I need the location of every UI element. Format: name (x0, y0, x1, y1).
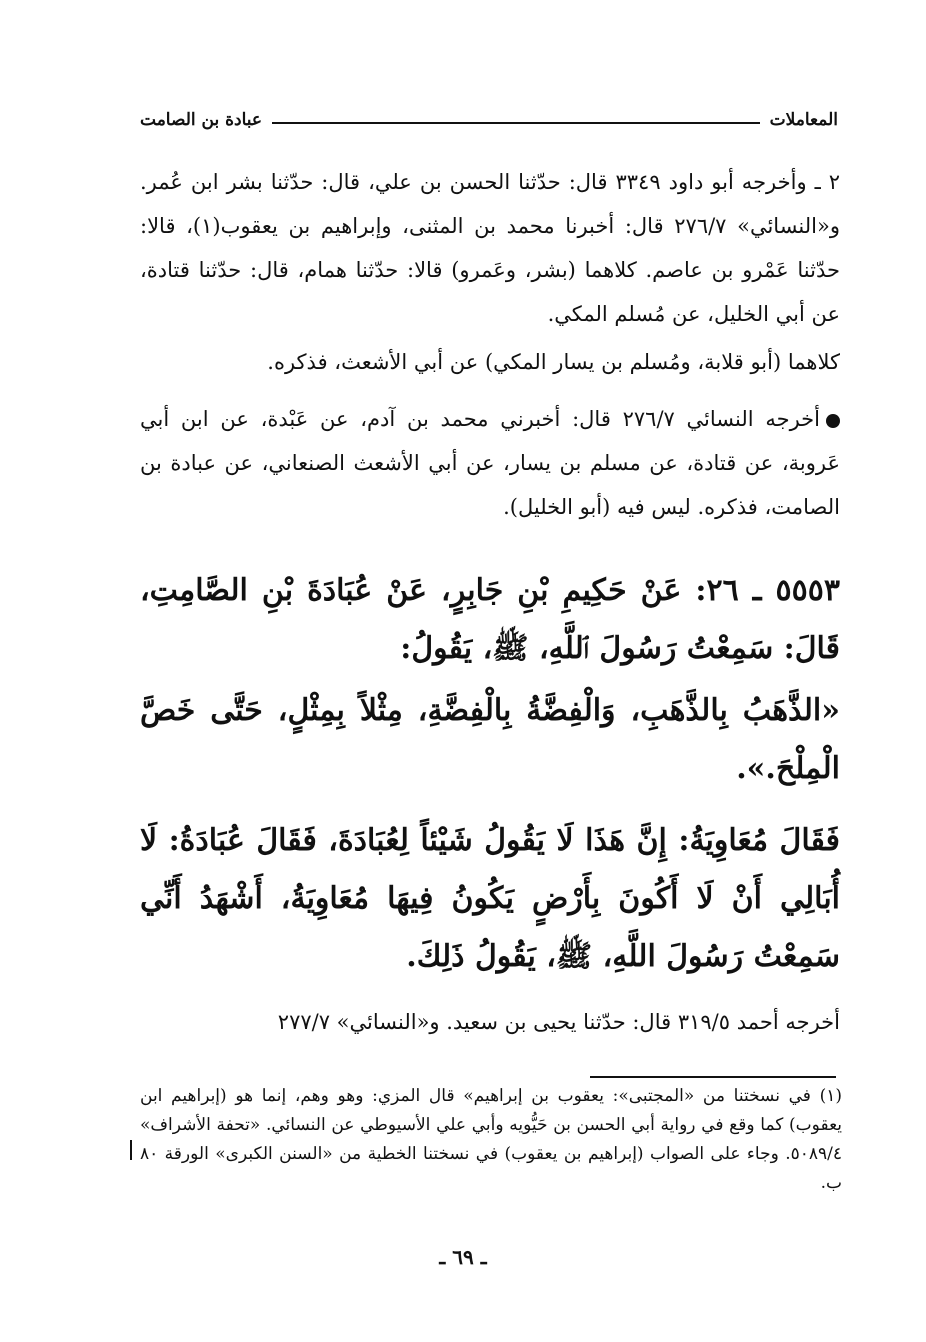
header-chapter: عبادة بن الصامت (140, 110, 263, 130)
nasai-paragraph (140, 397, 840, 529)
nasai-text: أخرجه النسائي ٢٧٦/٧ قال: أخبرني محمد بن آدم، عن عَبْدة، عن ابن أبي عَروبة، عن قتادة، عن مسلم بن يسار، عن أبي الأشعث الصنعاني، عن عبادة بن الصامت، فذكره. ليس فيه (أبو الخليل). (140, 407, 840, 519)
hadith-story: فَقَالَ مُعَاوِيَةُ: إِنَّ هَذَا لَا يَقُولُ شَيْئاً لِعُبَادَةَ، فَقَالَ عُبَادَةُ: لَا أُبَالِي أَنْ لَا أَكُونَ بِأَرْضٍ يَكُونُ فِيهَا مُعَاوِيَةُ، أَشْهَدُ أَنِّي سَمِعْتُ رَسُولَ اللَّهِ، ﷺ، يَقُولُ ذَلِكَ. (140, 823, 840, 974)
page-number: ـ ٦٩ ـ (439, 1245, 487, 1269)
bullet-icon (826, 414, 840, 428)
hadith-text: «الذَّهَبُ بِالذَّهَبِ، وَالْفِضَّةُ بِالْفِضَّةِ، مِثْلاً بِمِثْلٍ، حَتَّى خَصَّ الْمِلْحَ.». (140, 693, 840, 786)
hadith-heading: ٥٥٥٣ ـ ٢٦: عَنْ حَكِيمِ بْنِ جَابِرٍ، عَنْ عُبَادَةَ بْنِ الصَّامِتِ، قَالَ: سَمِعْتُ رَسُولَ ٱللَّهِ، ﷺ، يَقُولُ: (140, 573, 840, 666)
both-paragraph: كلاهما (أبو قلابة، ومُسلم بن يسار المكي) عن أبي الأشعث، فذكره. (267, 350, 840, 374)
ahmad-paragraph: أخرجه أحمد ٣١٩/٥ قال: حدّثنا يحيى بن سعيد. و«النسائي» ٢٧٧/٧ (277, 1010, 840, 1034)
header-section: المعاملات (769, 110, 838, 130)
header-rule (272, 122, 760, 124)
margin-mark (130, 1140, 132, 1160)
running-header (140, 96, 838, 130)
footnote: (١) في نسختنا من «المجتبى»: يعقوب بن إبراهيم» قال المزي: وهو وهم، إنما هو (إبراهيم ابن يعقوب) كما وقع في رواية أبي الحسن بن حَيُّويه وأبي علي الأسيوطي عن النسائي. «تحفة الأشراف» ٥٠٨٩/٤. وجاء على الصواب (إبراهيم بن يعقوب) في نسختنا الخطية من «السنن الكبرى» الورقة ٨٠ ب. (140, 1086, 842, 1193)
footnote-rule (590, 1076, 836, 1078)
takhrij-paragraph: ٢ ـ وأخرجه أبو داود ٣٣٤٩ قال: حدّثنا الحسن بن علي، قال: حدّثنا بشر ابن عُمر. و«النسائي» ٢٧٦/٧ قال: أخبرنا محمد بن المثنى، وإبراهيم بن يعقوب(١)، قالا: حدّثنا عَمْرو بن عاصم. كلاهما (بشر، وعَمرو) قالا: حدّثنا همام، قال: حدّثنا قتادة، عن أبي الخليل، عن مُسلم المكي. (140, 170, 841, 326)
